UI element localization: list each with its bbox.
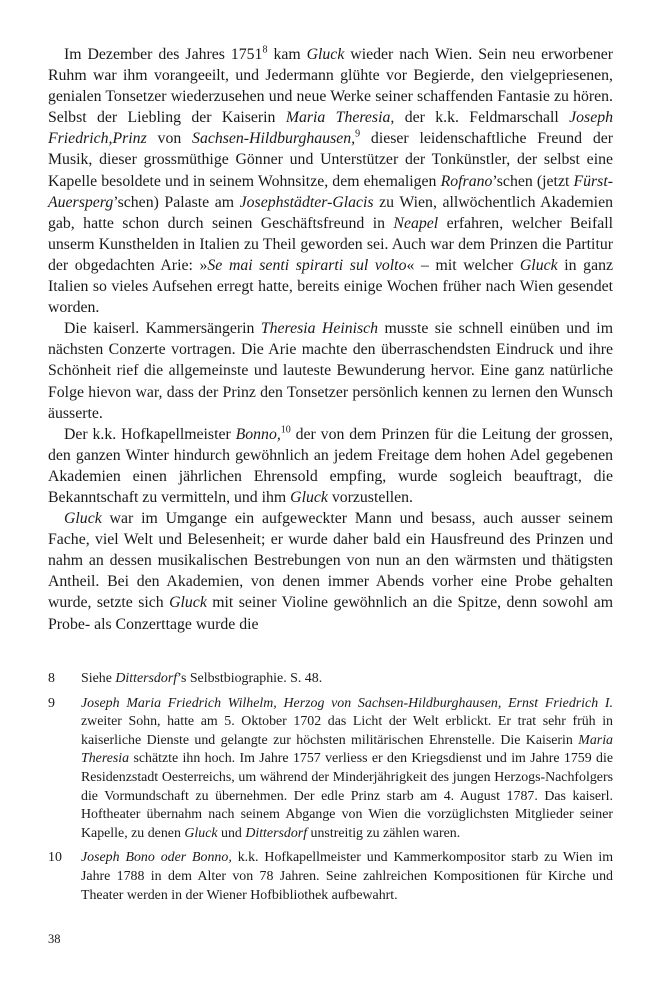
name-auersperg: Fürst-Auersperg bbox=[48, 172, 613, 211]
place-neapel: Neapel bbox=[393, 214, 439, 232]
text-run: mit seiner Violine gewöhnlich an die Spitze, denn sowohl am Probe- als Conzerttage wurde die bbox=[48, 594, 613, 633]
name-bonno: Bonno, bbox=[235, 425, 281, 443]
footnote-ref-9[interactable]: 9 bbox=[355, 129, 361, 141]
name-gluck: Gluck bbox=[306, 46, 345, 63]
name-heinisch: Theresia Heinisch bbox=[260, 320, 379, 338]
text-run: k.k. Hofkapellmeister und Kammerkompositor starb zu Wien im Jahre 1788 in dem Alter von 78 Jahren. Seine zahlreichen Kompositionen für Kirche und Theater werden in der Wiener Hofbibliothek aufbewahrt. bbox=[81, 850, 614, 903]
footnote-number: 8 bbox=[48, 671, 55, 686]
footnote-text bbox=[81, 670, 613, 689]
text-run: von bbox=[146, 130, 193, 148]
paragraph-3 bbox=[48, 424, 613, 508]
name-maria-theresia: Maria Theresia bbox=[81, 732, 613, 767]
text-run: kam bbox=[267, 46, 307, 63]
text-run: « – mit welcher bbox=[406, 256, 520, 274]
text-run: Der k.k. Hofkapellmeister bbox=[64, 425, 236, 443]
text-run: unstreitig zu zählen waren. bbox=[307, 825, 461, 841]
footnote-ref-8[interactable]: 8 bbox=[262, 44, 268, 56]
text-run: der k.k. Feldmarschall bbox=[394, 109, 570, 127]
name-gluck: Gluck bbox=[290, 488, 328, 506]
name-gluck: Gluck bbox=[519, 256, 558, 274]
name-gluck: Gluck bbox=[169, 594, 207, 612]
footnote-9 bbox=[48, 695, 613, 844]
text-run: Siehe bbox=[81, 671, 116, 686]
footnote-number: 9 bbox=[48, 695, 55, 711]
paragraph-2 bbox=[48, 318, 613, 423]
aria-title: Se mai senti spirarti sul volto bbox=[207, 256, 407, 274]
paragraph-4 bbox=[48, 508, 613, 635]
text-run: zweiter Sohn, hatte am 5. Oktober 1702 das Licht der Welt erblickt. Er trat sehr früh in kaiserliche Dienste und gelangte zur höchsten militärischen Ehrenstelle. Die Kaiserin bbox=[81, 714, 613, 748]
footnotes bbox=[48, 670, 613, 911]
text-run: schätzte ihn hoch. Im Jahre 1757 verliess er den Kriegsdienst und im Jahre 1759 die Residenzstadt Oesterreichs, um während der Minderjährigkeit des jungen Herzogs-Nachfolgers die Vormundschaft zu übernehmen. Der edle Prinz starb am 4. August 1787. Das kaiserl. Hoftheater übernahm nach seinem Abgange von Wien die vorzüglichsten Mitglieder seiner Kapelle, zu denen bbox=[81, 751, 613, 841]
text-run: musste sie schnell einüben und im nächsten Conzerte vortragen. Die Arie machte den überraschendsten Eindruck und ihre Schönheit rief die allgemeinste und lauteste Bewunderung hervor. Eine ganz natürliche Folge hievon war, dass der Prinz den Tonsetzer persönlich kennen zu lernen den Wunsch äusserte. bbox=[48, 320, 613, 422]
name-maria-theresia: Maria Theresia, bbox=[285, 109, 395, 127]
text-run: vorzustellen. bbox=[327, 488, 413, 506]
text-run: ’s Selbstbiographie. S. 48. bbox=[177, 671, 323, 686]
footnote-number: 10 bbox=[48, 850, 62, 866]
text-run: Im Dezember des Jahres 1751 bbox=[64, 46, 263, 63]
text-run: wieder nach Wien. Sein neu erworbener Ruhm war ihm vorangeeilt, und Jedermann glühte vor Begierde, den vielgepriesenen, genialen Tonsetzer wiederzusehen und neue Werke seiner schaffenden Fantasie zu hören. Selbst der Liebling der Kaiserin bbox=[48, 46, 613, 127]
place-glacis: Josephstädter-Glacis bbox=[239, 193, 374, 211]
name-joseph-friedrich: Joseph Friedrich,Prinz bbox=[48, 109, 614, 148]
name-dittersdorf: Dittersdorf bbox=[115, 671, 178, 686]
name-dittersdorf: Dittersdorf bbox=[245, 825, 308, 841]
footnote-text bbox=[81, 695, 613, 844]
text-run: der von dem Prinzen für die Leitung der grossen, den ganzen Winter hindurch gewöhnlich an jedem Freitage dem hohen Adel gegebenen Akademien einen jährlichen Ehrensold empfing, wurde sogleich beauftragt, die Bekanntschaft zu vermitteln, und ihm bbox=[48, 425, 613, 506]
text-run: ’schen (jetzt bbox=[492, 172, 574, 190]
footnote-text bbox=[81, 849, 613, 905]
footnote-ref-10[interactable]: 10 bbox=[280, 424, 291, 436]
main-text bbox=[48, 44, 613, 635]
text-run: in ganz Italien so vieles Aufsehen erregt hatte, bereits einige Wochen früher nach Wien gesendet worden. bbox=[48, 256, 613, 317]
name-gluck: Gluck bbox=[184, 825, 218, 841]
paragraph-1 bbox=[48, 44, 613, 318]
text-run: Die kaiserl. Kammersängerin bbox=[64, 320, 261, 338]
name-rofrano: Rofrano bbox=[440, 172, 493, 190]
text-run: erfahren, welcher Beifall unserm Kunsthelden in Italien zu Theil geworden sei. Auch war dem Prinzen die Partitur der obgedachten Arie: » bbox=[48, 214, 613, 274]
text-run: und bbox=[217, 825, 246, 841]
text-run: zu Wien, allwöchentlich Akademien gab, hatte schon durch seinen Geschäftsfreund in bbox=[48, 193, 613, 232]
footnote-8 bbox=[48, 670, 613, 689]
name-joseph-maria: Joseph Maria Friedrich Wilhelm, Herzog von Sachsen-Hildburghausen, Ernst Friedrich I. bbox=[81, 695, 613, 711]
name-joseph-bono: Joseph Bono oder Bonno, bbox=[81, 850, 232, 866]
text-run: war im Umgange ein aufgeweckter Mann und besass, auch ausser seinem Fache, viel Welt und Belesenheit; er wurde daher bald ein Hausfreund des Prinzen und nahm an dessen musikalischen Bestrebungen von nun an den wärmsten und thätigsten Antheil. Bei den Akademien, von denen immer Abends vorher eine Probe gehalten wurde, setzte sich bbox=[48, 510, 613, 612]
text-run: dieser leidenschaftliche Freund der Musik, dieser grossmüthige Gönner und Unterstützer der Tonkünstler, der selbst eine Kapelle besoldete und in seinem Wohnsitze, dem ehemaligen bbox=[48, 130, 614, 190]
page-number: 38 bbox=[48, 932, 61, 946]
name-gluck: Gluck bbox=[64, 510, 102, 528]
name-sachsen: Sachsen-Hildburghausen, bbox=[192, 130, 356, 148]
footnote-10 bbox=[48, 849, 613, 905]
text-run: ’schen) Palaste am bbox=[113, 193, 240, 211]
